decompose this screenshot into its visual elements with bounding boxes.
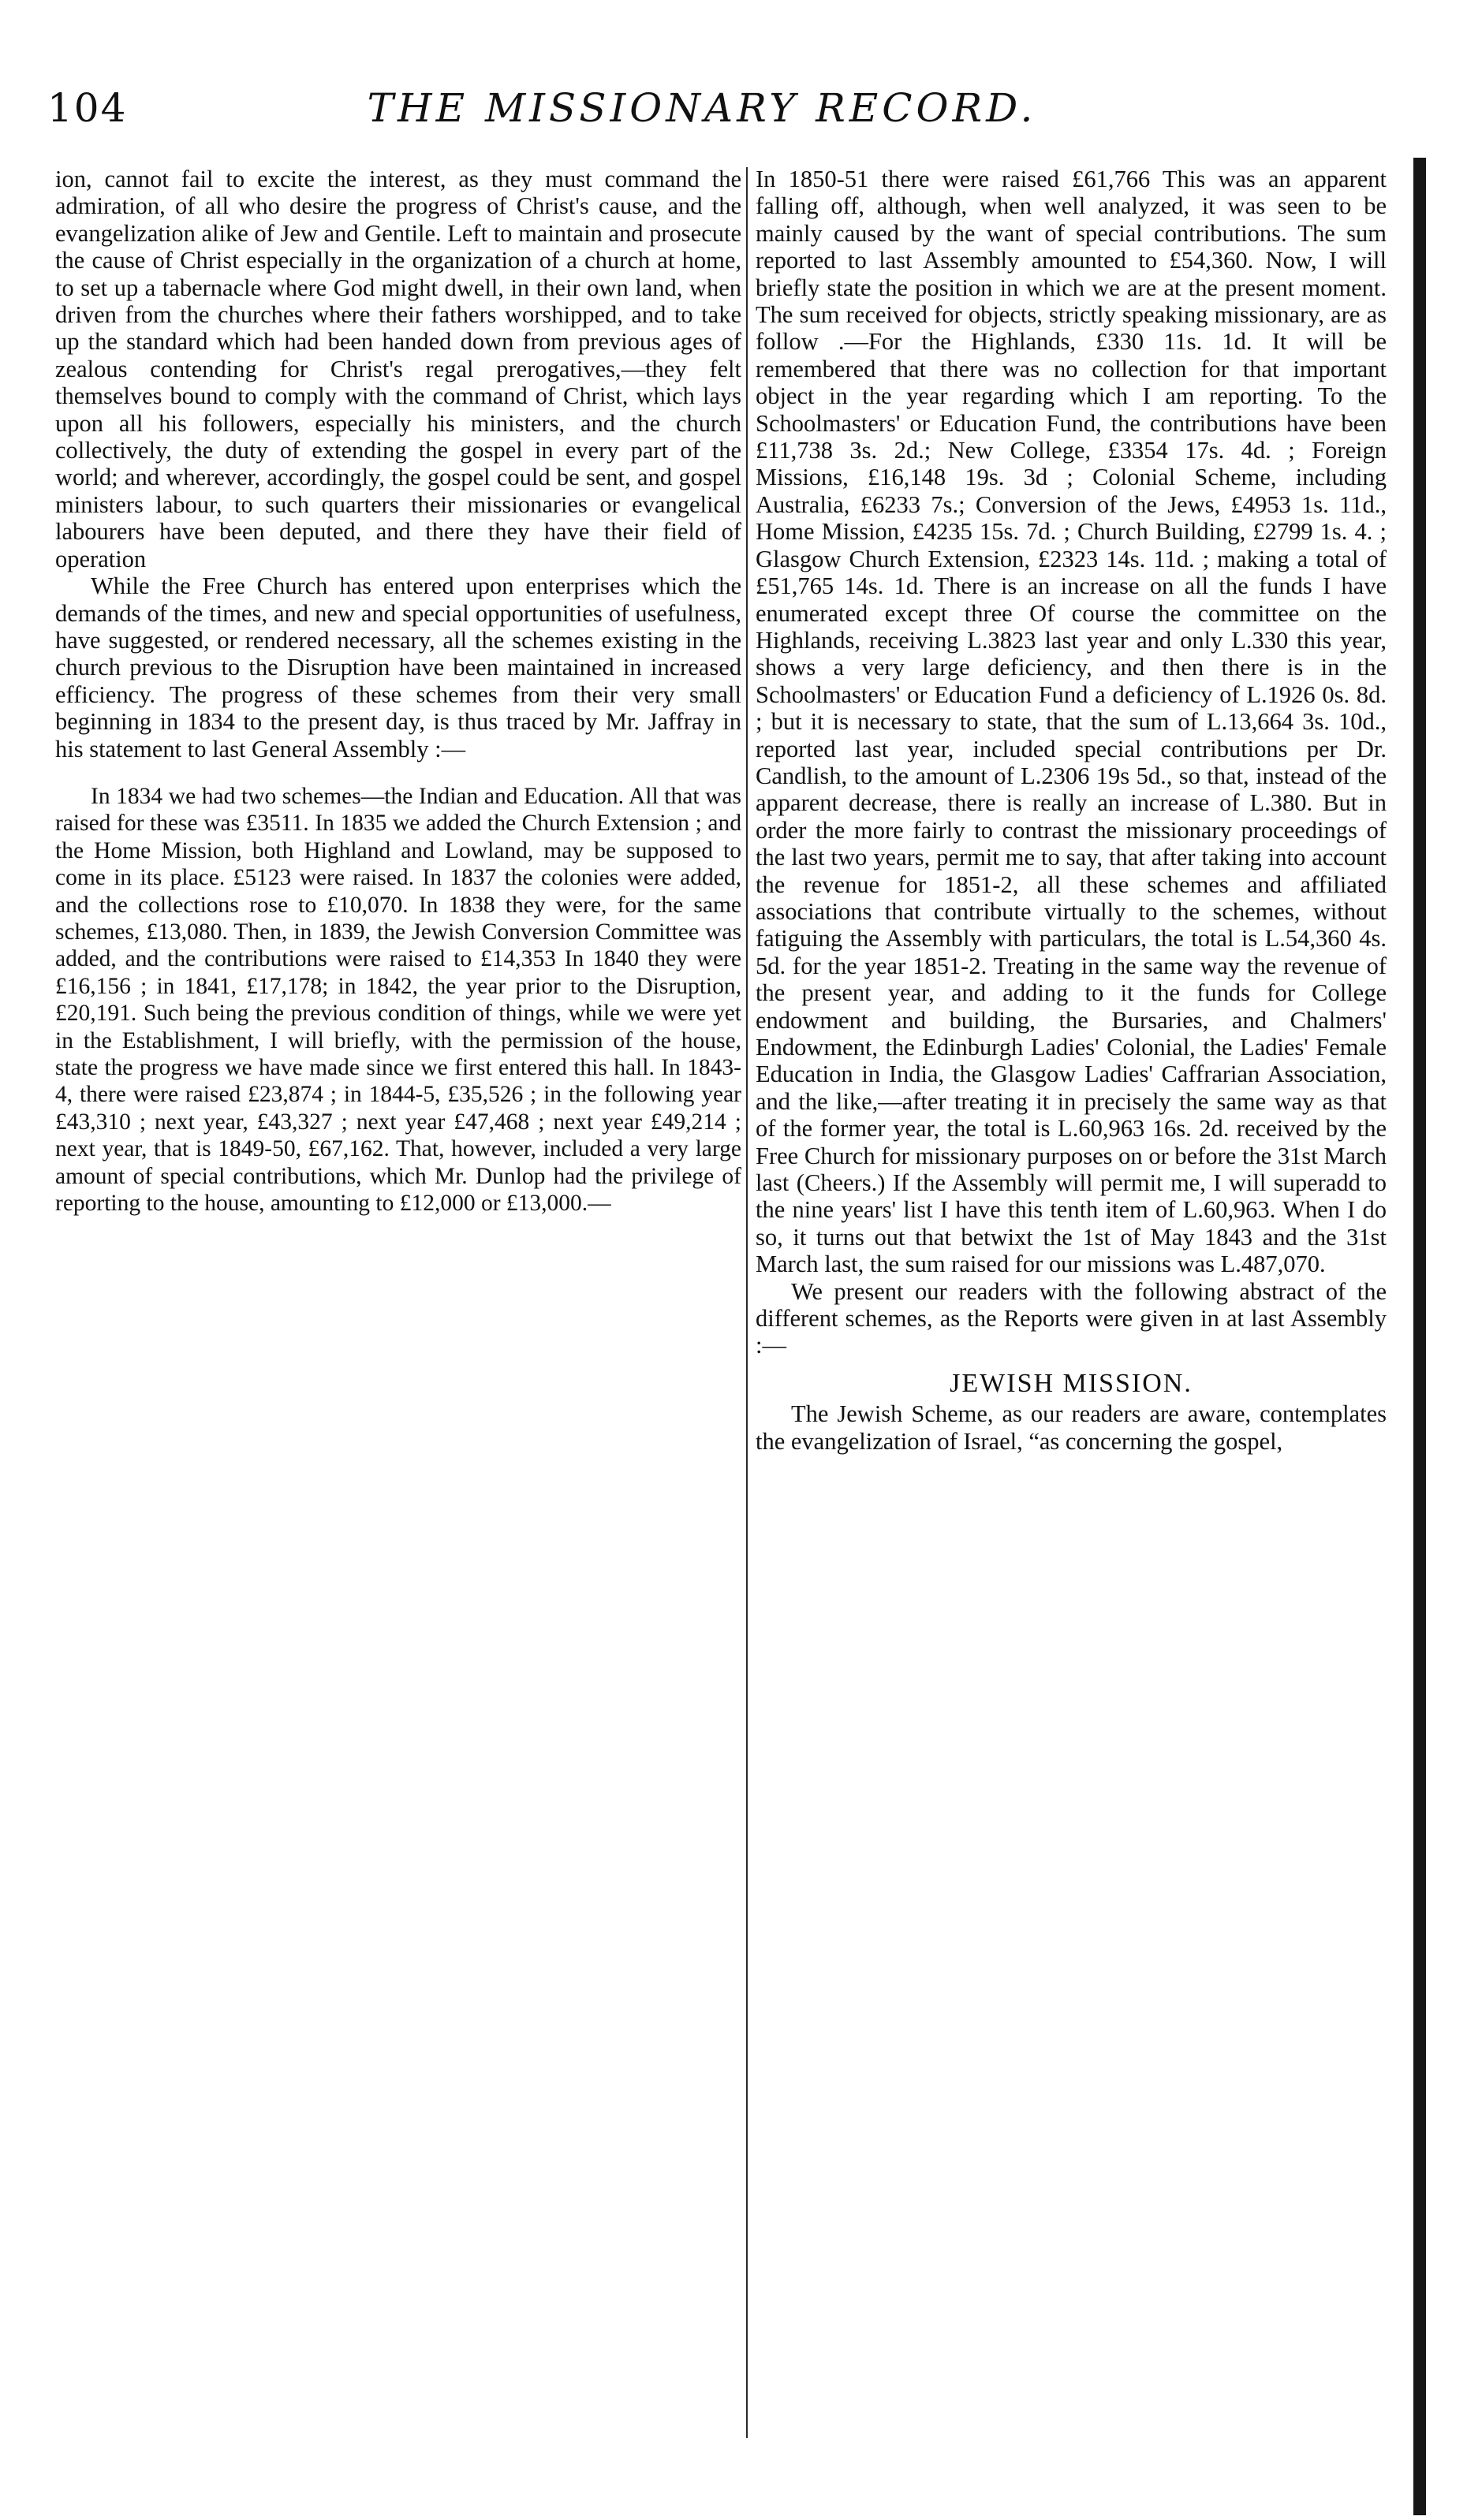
left-paragraph-jaffray-statement: In 1834 we had two schemes—the Indian and Education. All that was raised for these was £3511. In 1835 we added the Church Extension ; and the Home Mission, both Highland and Lowland, may be supposed to come in its place. £5123 were raised. In 1837 the colonies were added, and the collections rose to £10,070. In 1838 they were, for the same schemes, £13,080. Then, in 1839, the Jewish Conversion Committee was added, and the contributions were raised to £14,353 In 1840 they were £16,156 ; in 1841, £17,178; in 1842, the year prior to the Disruption, £20,191. Such being the previous condition of things, while we were yet in the Establishment, I will briefly, with the permission of the house, state the progress we have made since we first entered this hall. In 1843-4, there were raised £23,874 ; in 1844-5, £35,526 ; in the following year £43,310 ; next year, £43,327 ; next year £47,468 ; next year £49,214 ; next year, that is 1849-50, £67,162. That, however, included a very large amount of special contributions, which Mr. Dunlop had the privilege of reporting to the house, amounting to £12,000 or £13,000.— xyxy=(55,783,741,1217)
right-paragraph-abstract-intro: We present our readers with the following abstract of the different schemes, as the Reports were given in at last Assembly :— xyxy=(756,1277,1387,1359)
page-edge-shadow xyxy=(1413,158,1426,2515)
right-paragraph-jewish-scheme: The Jewish Scheme, as our readers are aware, contemplates the evangelization of Israel, “as concerning the gospel, xyxy=(756,1400,1387,1455)
journal-title: THE MISSIONARY RECORD. xyxy=(367,85,1037,131)
running-head xyxy=(47,85,1404,140)
column-divider xyxy=(746,167,748,2438)
left-paragraph-continuation: ion, cannot fail to excite the interest, as they must command the admiration, of all who desire the progress of Christ's cause, and the evangelization alike of Jew and Gentile. Left to maintain and prosecute the cause of Christ especially in the organization of a church at home, to set up a tabernacle where God might dwell, in their own land, when driven from the churches where their fathers worshipped, and to take up the standard which had been handed down from previous ages of zealous contending for Christ's regal prerogatives,—they felt themselves bound to comply with the command of Christ, which lays upon all his followers, especially his ministers, and the church collectively, the duty of extending the gospel in every part of the world; and wherever, accordingly, the gospel could be sent, and gospel ministers labour, to such quarters their missionaries or evangelical labourers have been deputed, and there they have their field of operation xyxy=(55,166,741,572)
right-paragraph-statement-continued: In 1850-51 there were raised £61,766 This was an apparent falling off, although, when well analyzed, it was seen to be mainly caused by the want of special contributions. The sum reported to last Assembly amounted to £54,360. Now, I will briefly state the position in which we are at the present moment. The sum received for objects, strictly speaking missionary, are as follow .—For the Highlands, £330 11s. 1d. It will be remembered that there was no collection for that important object in the year regarding which I am reporting. To the Schoolmasters' or Education Fund, the contributions have been £11,738 3s. 2d.; New College, £3354 17s. 4d. ; Foreign Missions, £16,148 19s. 3d ; Colonial Scheme, including Australia, £6233 7s.; Conversion of the Jews, £4953 1s. 11d., Home Mission, £4235 15s. 7d. ; Church Building, £2799 1s. 4. ; Glasgow Church Extension, £2323 14s. 11d. ; making a total of £51,765 14s. 1d. There is an increase on all the funds I have enumerated except three Of course the committee on the Highlands, receiving L.3823 last year and only L.330 this year, shows a very large deficiency, and then there is in the Schoolmasters' or Education Fund a deficiency of L.1926 0s. 8d. ; but it is necessary to state, that the sum of L.13,664 3s. 10d., reported last year, included special contributions per Dr. Candlish, to the amount of L.2306 19s 5d., so that, instead of the apparent decrease, there is really an increase of L.380. But in order the more fairly to contrast the missionary proceedings of the last two years, permit me to say, that after taking into account the revenue for 1851-2, all these schemes and affiliated associations that contribute virtually to the schemes, without fatiguing the Assembly with particulars, the total is L.54,360 4s. 5d. for the year 1851-2. Treating in the same way the revenue of the present year, and adding to it the funds for College endowment and building, the Bursaries, and Chalmers' Endowment, the Edinburgh Ladies' Colonial, the Ladies' Female Education in India, the Glasgow Ladies' Caffrarian Association, and the like,—after treating it in precisely the same way as that of the former year, the total is L.60,963 16s. 2d. received by the Free Church for missionary purposes on or before the 31st March last (Cheers.) If the Assembly will permit me, I will superadd to the nine years' list I have this tenth item of L.60,963. When I do so, it turns out that betwixt the 1st of May 1843 and the 31st March last, the sum raised for our missions was L.487,070. xyxy=(756,166,1387,1278)
section-heading-jewish-mission: JEWISH MISSION. xyxy=(950,1368,1193,1398)
right-column xyxy=(756,166,1387,1455)
left-column xyxy=(55,166,741,1217)
left-paragraph-free-church: While the Free Church has entered upon enterprises which the demands of the times, and new and special opportunities of usefulness, have suggested, or rendered necessary, all the schemes existing in the church previous to the Disruption have been maintained in increased efficiency. The progress of these schemes from their very small beginning in 1834 to the present day, is thus traced by Mr. Jaffray in his statement to last General Assembly :— xyxy=(55,572,741,762)
page-number: 104 xyxy=(47,85,128,131)
